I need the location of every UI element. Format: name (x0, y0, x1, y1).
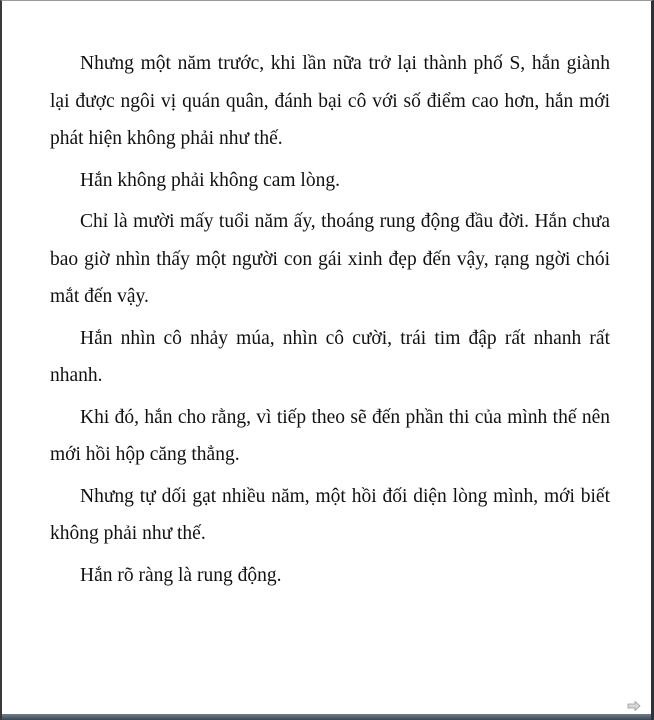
next-page-arrow-icon[interactable] (627, 698, 641, 708)
paragraph-5: Khi đó, hắn cho rằng, vì tiếp theo sẽ đến phần thi của mình thế nên mới hồi hộp căng thẳng. (50, 406, 610, 465)
paragraph-4: Hắn nhìn cô nhảy múa, nhìn cô cười, trái tim đập rất nhanh rất nhanh. (50, 327, 610, 386)
document-page (50, 45, 610, 598)
paragraph-2: Hắn không phải không cam lòng. (80, 169, 340, 191)
paragraph-7: Hắn rõ ràng là rung động. (80, 564, 282, 586)
paragraph-3: Chỉ là mười mấy tuổi năm ấy, thoáng rung động đầu đời. Hắn chưa bao giờ nhìn thấy một người con gái xinh đẹp đến vậy, rạng ngời chói mắt đến vậy. (50, 211, 610, 307)
paragraph-6: Nhưng tự dối gạt nhiều năm, một hồi đối diện lòng mình, mới biết không phải như thế. (50, 485, 610, 544)
window-bottom-edge (2, 714, 651, 720)
paragraph-1: Nhưng một năm trước, khi lần nữa trở lại thành phố S, hắn giành lại được ngôi vị quán quân, đánh bại cô với số điểm cao hơn, hắn mới phát hiện không phải như thế. (50, 53, 610, 149)
